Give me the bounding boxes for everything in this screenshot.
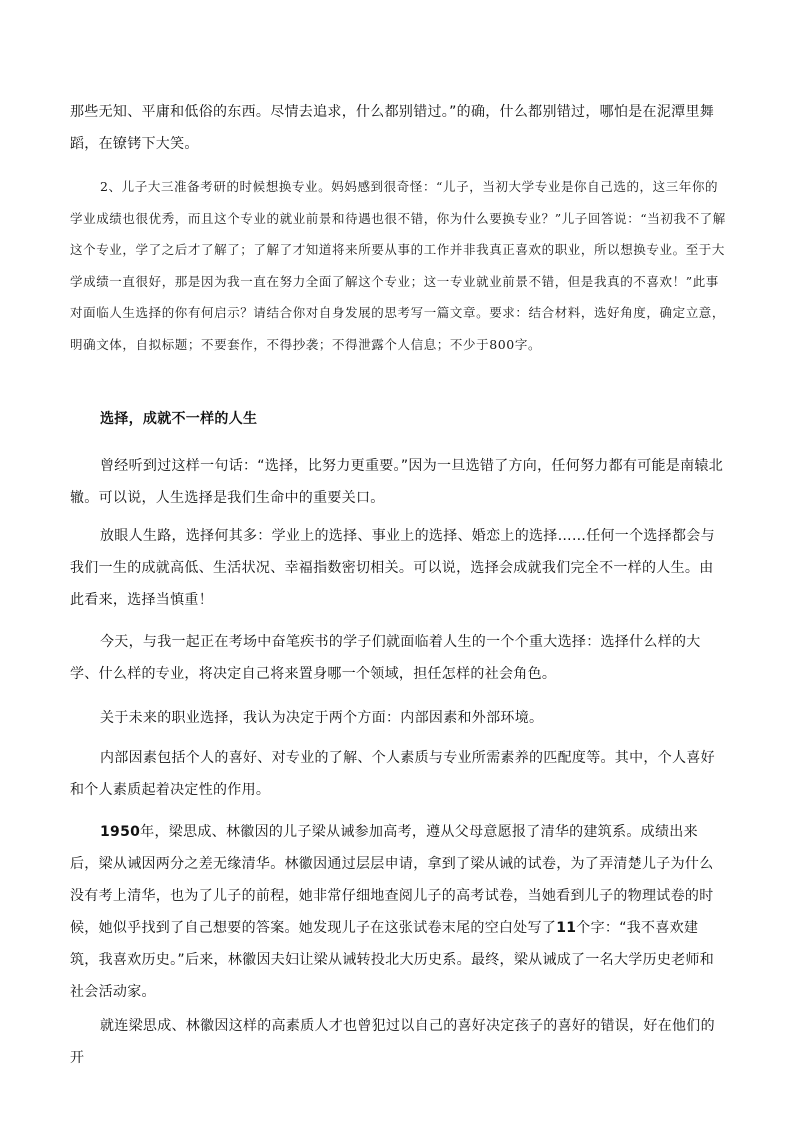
essay-paragraph-5: 内部因素包括个人的喜好、对专业的了解、个人素质与专业所需素养的匹配度等。其中，个人喜好和个人素质起着决定性的作用。 — [70, 750, 715, 798]
paragraph-6-part-a: 年，梁思成、林徽因的儿子梁从诫参加高考，遵从父母意愿报了清华的建筑系。成绩出来后，梁从诫因两分之差无缘清华。林徽因通过层层申请，拿到了梁从诫的试卷，为了弄清楚儿子为什么没有考上清华，也为了儿子的前程，她非常仔细地查阅儿子的高考试卷，当她看到儿子的物理试卷的时候，她似乎找到了自己想要的答案。她发现儿子在这张试卷末尾的空白处写了 — [70, 824, 714, 936]
year-number: 1950 — [100, 824, 141, 840]
writing-prompt: 2、儿子大三准备考研的时候想换专业。妈妈感到很奇怪：“儿子，当初大学专业是你自己选的，这三年你的学业成绩也很优秀，而且这个专业的就业前景和待遇也很不错，你为什么要换专业？”儿子回答说：“当初我不了解这个专业，学了之后才了解了；了解了才知道将来所要从事的工作并非我真正喜欢的职业，所以想换专业。至于大学成绩一直很好，那是因为我一直在努力全面了解这个专业；这一专业就业前景不错，但是我真的不喜欢！”此事对面临人生选择的你有何启示？请结合你对自身发展的思考写一篇文章。要求：结合材料，选好角度，确定立意，明确文体，自拟标题；不要套作，不得抄袭；不得泄露个人信息；不少于800字。 — [70, 179, 726, 352]
essay-paragraph-6 — [70, 816, 726, 1008]
character-count-number: 11 — [556, 920, 577, 936]
essay-paragraph-4: 关于未来的职业选择，我认为决定于两个方面：内部因素和外部环境。 — [100, 710, 544, 726]
essay-paragraph-2: 放眼人生路，选择何其多：学业上的选择、事业上的选择、婚恋上的选择……任何一个选择都会与我们一生的成就高低、生活状况、幸福指数密切相关。可以说，选择会成就我们完全不一样的人生。由此看来，选择当慎重！ — [70, 528, 715, 608]
essay-paragraph-3: 今天，与我一起正在考场中奋笔疾书的学子们就面临着人生的一个个重大选择：选择什么样的大学、什么样的专业，将决定自己将来置身哪一个领域，担任怎样的社会角色。 — [70, 634, 701, 682]
essay-paragraph-1: 曾经听到过这样一句话：“选择，比努力更重要。”因为一旦选错了方向，任何努力都有可能是南辕北辙。可以说，人生选择是我们生命中的重要关口。 — [70, 458, 724, 506]
paragraph-continuation: 那些无知、平庸和低俗的东西。尽情去追求，什么都别错过。”的确，什么都别错过，哪怕是在泥潭里舞蹈，在镣铐下大笑。 — [70, 104, 715, 152]
paragraph-6-part-b: 个字：“我不喜欢建筑，我喜欢历史。”后来，林徽因夫妇让梁从诫转投北大历史系。最终，梁从诫成了一名大学历史老师和社会活动家。 — [70, 920, 715, 1000]
essay-paragraph-7: 就连梁思成、林徽因这样的高素质人才也曾犯过以自己的喜好决定孩子的喜好的错误，好在他们的开 — [70, 1018, 715, 1066]
essay-title: 选择，成就不一样的人生 — [100, 411, 258, 427]
